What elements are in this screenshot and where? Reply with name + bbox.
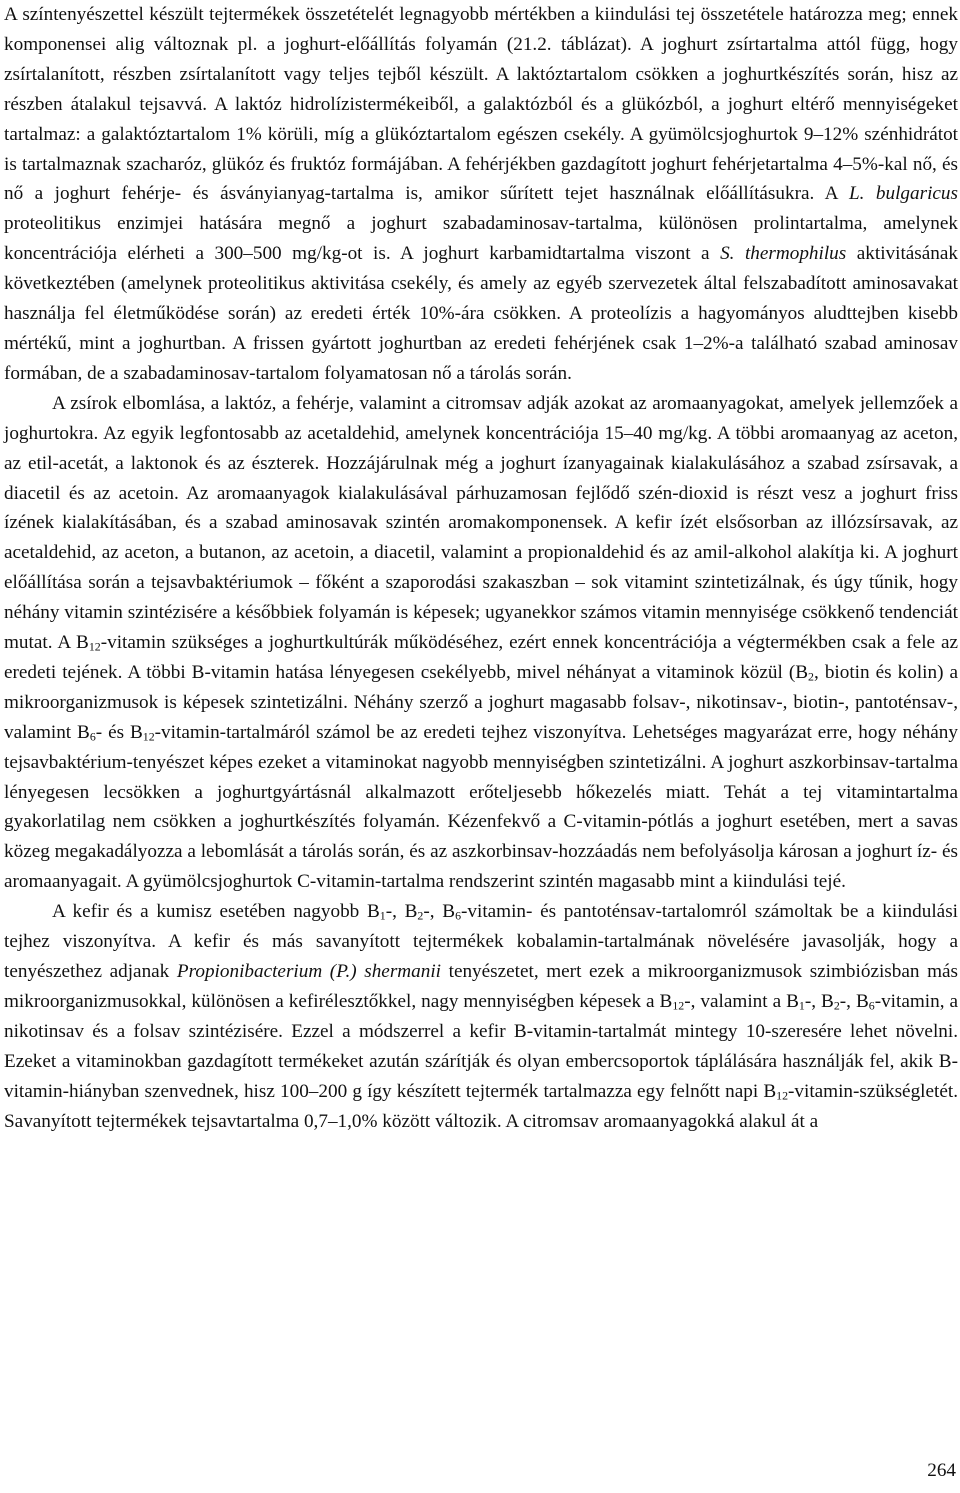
text-run: proteolitikus enzimjei hatására megnő a joghurt szabadaminosav-tartalma, különösen prolintartalma, amelynek koncentrációja elérheti a 300‒500 mg/kg-ot is. A joghurt karbamidtartalma viszont a [4, 213, 958, 265]
page-number: 264 [927, 1460, 956, 1481]
paragraph [4, 0, 958, 389]
page-body [4, 0, 958, 1136]
text-run: -, B [839, 990, 869, 1012]
italic-text: S. thermophilus [720, 243, 847, 265]
subscript: 1 [379, 908, 386, 923]
text-run: -vitamin- és pantoténsav-tartalomról számoltak be a kiindulási tejhez viszonyítva. A kefir és más savanyított tejtermékek kobalamin-tartalmának növelésére javasolják, hogy a tenyészethez adjanak [4, 901, 958, 982]
paragraph [4, 389, 958, 897]
subscript: 6 [455, 908, 462, 923]
subscript: 6 [868, 998, 875, 1013]
italic-text: Propionibacterium (P.) shermanii [176, 961, 441, 982]
italic-text: L. bulgaricus [848, 183, 958, 205]
text-run: aktivitásának következtében (amelynek proteolitikus aktivitása csekély, és amely az egyéb szervezetek által felszabadított aminosavakat használja fel életműködése során) az eredeti érték 10%-ára csökken. A proteolízis a hagyományos aludttejben kisebb mértékű, mint a joghurtban. A frissen gyártott joghurtban az eredeti fehérjének csak 1‒2%-a található szabad aminosav formában, de a szabadaminosav-tartalom folyamatosan nő a tárolás során. [4, 243, 958, 384]
subscript: 12 [88, 639, 101, 654]
subscript: 2 [417, 908, 424, 923]
paragraph [4, 897, 958, 1136]
text-run: -, B [385, 901, 418, 923]
text-run: - és B [95, 721, 143, 743]
subscript: 12 [776, 1088, 789, 1103]
subscript: 1 [798, 998, 805, 1013]
text-run: , biotin és kolin) a mikroorganizmusok is képesek szintetizálni. Néhány szerző a joghurt magasabb folsav-, nikotinsav-, biotin-, pantoténsav-, valamint B [4, 661, 959, 743]
text-run: -, B [804, 990, 834, 1012]
text-run: A zsírok elbomlása, a laktóz, a fehérje, valamint a citromsav adják azokat az aromaanyagokat, amelyek jellemzőek a joghurtokra. Az egyik legfontosabb az acetaldehid, amelynek koncentrációja 15‒40 mg/kg. A többi aromaanyag az aceton, az etil-acetát, a laktonok és az észterek. Hozzájárulnak még a joghurt ízanyagainak kialakulásához a szabad zsírsavak, a diacetil és az acetoin. Az aromaanyagok kialakulásával párhuzamosan fejlődő szén-dioxid is részt vesz a joghurt friss ízének kialakításában, és a szabad aminosavak szintén aromakomponensek. A kefir ízét elsősorban az illózsírsavak, az acetaldehid, az aceton, a butanon, az acetoin, a diacetil, valamint a propionaldehid és az amil-alkohol alakítja ki. A joghurt előállítása során a tejsavbaktériumok ‒ főként a szaporodási szakaszban ‒ sok vitamint szintetizálnak, és úgy tűnik, hogy néhány vitamin szintézisére a későbbiek folyamán is képesek; ugyanekkor számos vitamin mennyisége csökkenő tendenciát mutat. A B [4, 392, 958, 654]
subscript: 2 [833, 998, 840, 1013]
text-run: -, B [423, 901, 456, 923]
text-run: tenyészetet, mert ezek a mikroorganizmusok szimbiózisban más mikroorganizmusokkal, különösen a kefirélesztőkkel, nagy mennyiségben képesek a B [4, 961, 958, 1012]
subscript: 2 [808, 669, 814, 684]
subscript: 12 [672, 998, 685, 1013]
text-run: A színtenyészettel készült tejtermékek összetételét legnagyobb mértékben a kiindulási tej összetétele határozza meg; ennek komponensei alig változnak pl. a joghurt-előállítás folyamán (21.2. táblázat). A joghurt zsírtartalma attól függ, hogy zsírtalanított, részben zsírtalanított vagy teljes tejből készült. A laktóztartalom csökken a joghurtkészítés során, hisz az részben átalakul tejsavvá. A laktóz hidrolízistermékeiből, a galaktózból és a glükózból, a joghurt eltérő mennyiségeket tartalmaz: a galaktóztartalom 1% körüli, míg a glükóztartalom egészen csekély. A gyümölcsjoghurtok 9‒12% szénhidrátot is tartalmaznak szacharóz, glükóz és fruktóz formájában. A fehérjékben gazdagított joghurt fehérjetartalma 4‒5%-kal nő, és nő a joghurt fehérje- és ásványianyag-tartalma is, amikor sűrített tejet használnak előállításukra. A [4, 4, 958, 205]
subscript: 6 [89, 729, 96, 744]
text-run: -vitamin szükséges a joghurtkultúrák működéséhez, ezért ennek koncentrációja a végtermékben csak a fele az eredeti tejének. A többi B-vitamin hatása lényegesen csekélyebb, mivel néhányat a vitaminok közül (B [4, 632, 958, 683]
text-run: -vitamin-szükségletét. Savanyított tejtermékek tejsavtartalma 0,7‒1,0% között változik. A citromsav aromaanyagokká alakul át a [4, 1080, 958, 1132]
text-run: -, valamint a B [684, 990, 799, 1012]
text-run: -vitamin-tartalmáról számol be az eredeti tejhez viszonyítva. Lehetséges magyarázat erre, hogy néhány tejsavbaktérium-tenyészet képes ezeket a vitaminokat nagyobb mennyiségben szintetizálni. A joghurt aszkorbinsav-tartalma lényegesen lecsökken a joghurtgyártásnál alkalmazott erőteljesebb hőkezelés miatt. Tehát a tej vitamintartalma gyakorlatilag nem csökken a joghurtkészítés folyamán. Kézenfekvő a C-vitamin-pótlás a joghurt esetében, mert a savas közeg megakadályozza a lebomlását a tárolás során, és az aszkorbinsav-hozzáadás nem befolyásolja károsan a joghurt íz- és aromaanyagait. A gyümölcsjoghurtok C-vitamin-tartalma rendszerint szintén magasabb mint a kiindulási tejé. [4, 721, 958, 893]
text-run: A kefir és a kumisz esetében nagyobb B [52, 901, 380, 923]
text-run: -vitamin, a nikotinsav és a folsav szintézisére. Ezzel a módszerrel a kefir B-vitamin-tartalmát mintegy 10-szeresére lehet növelni. Ezeket a vitaminokban gazdagított termékeket azután szárítják és olyan embercsoportok táplálására használják fel, akik B-vitamin-hiányban szenvednek, hisz 100‒200 g így készített tejtermék tartalmazza egy felnőtt napi B [4, 990, 959, 1102]
subscript: 12 [142, 729, 155, 744]
